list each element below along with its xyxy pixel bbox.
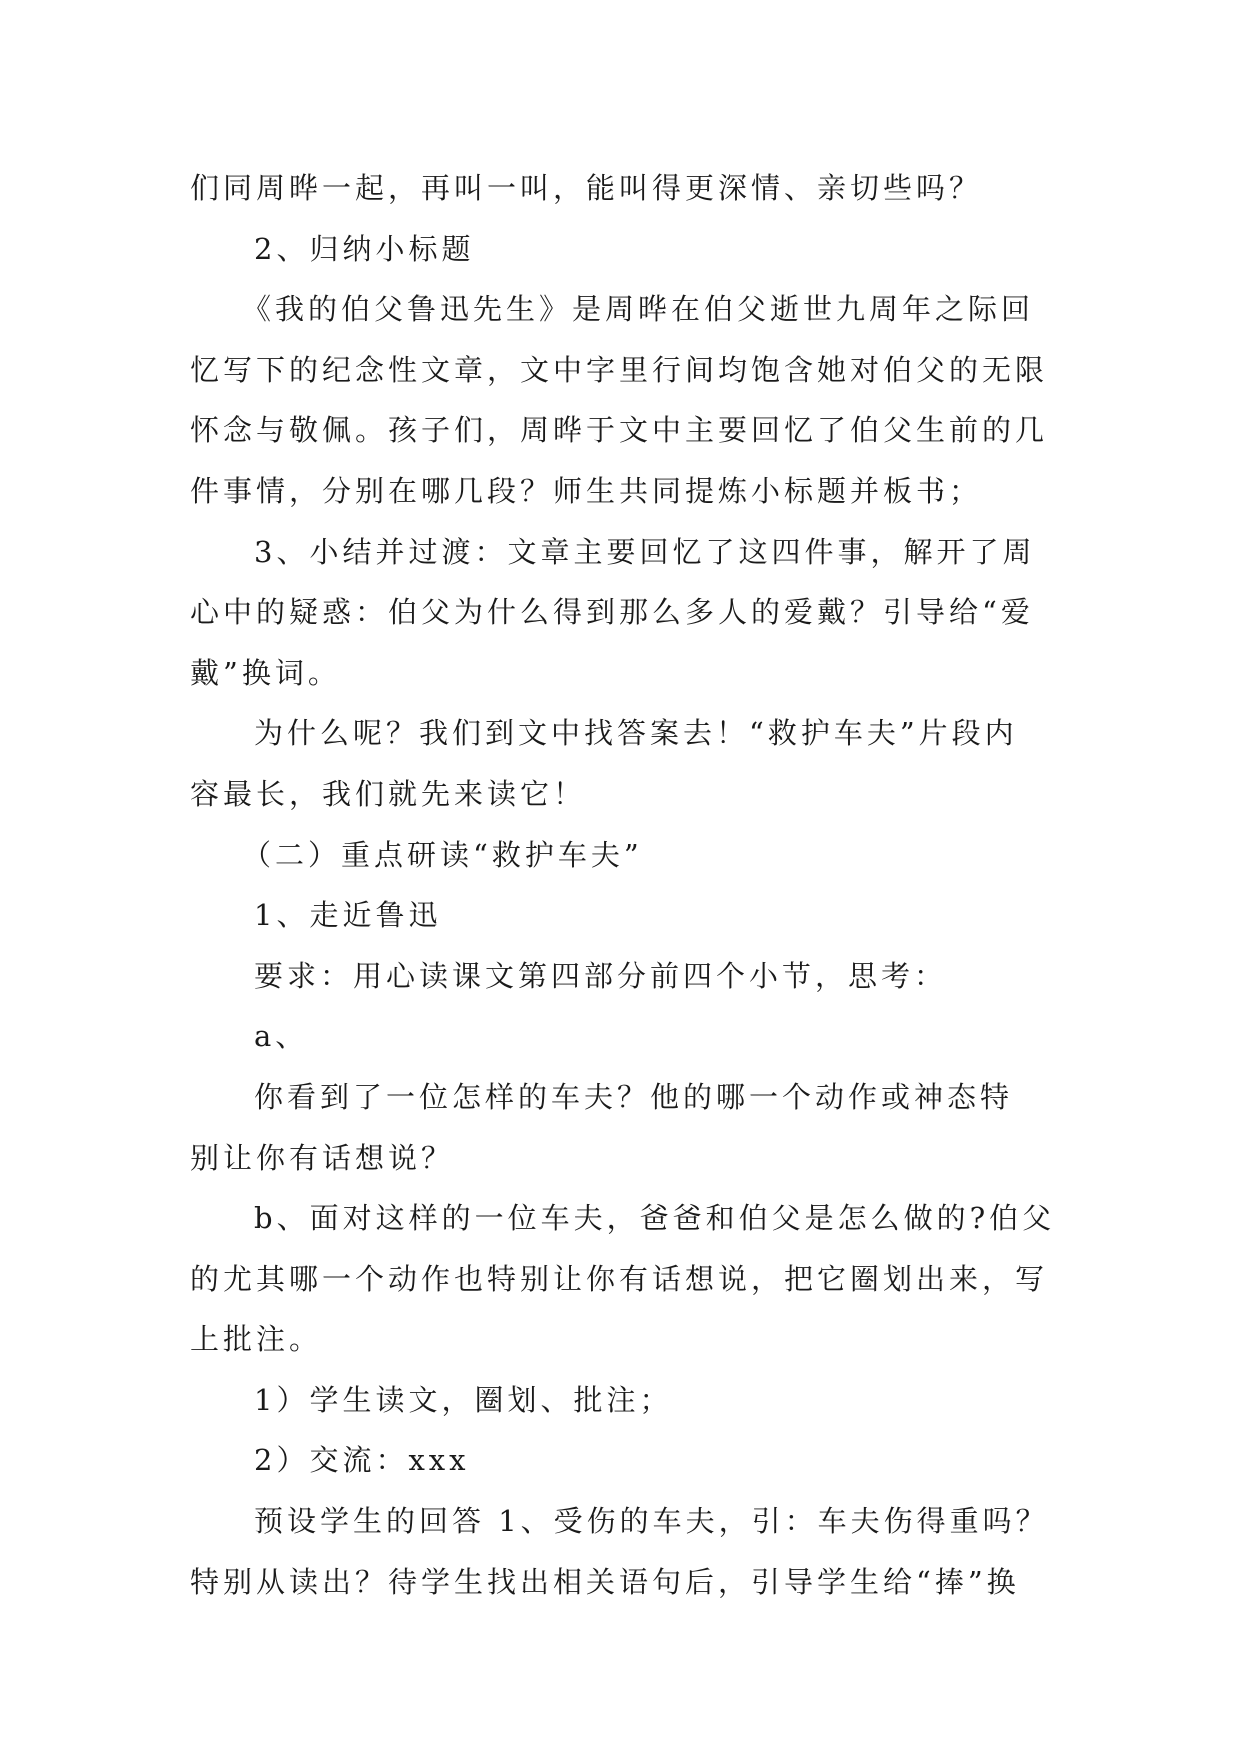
text-line: 件事情，分别在哪几段？师生共同提炼小标题并板书； <box>190 473 983 508</box>
text-line: 要求：用心读课文第四部分前四个小节，思考： <box>254 958 948 993</box>
text-line: 怀念与敬佩。孩子们，周晔于文中主要回忆了伯父生前的几 <box>190 413 1049 448</box>
text-line: 们同周晔一起，再叫一叫，能叫得更深情、亲切些吗？ <box>190 171 983 205</box>
text-line: 容最长，我们就先来读它！ <box>190 776 587 811</box>
text-line: 忆写下的纪念性文章，文中字里行间均饱含她对伯父的无限 <box>190 352 1049 387</box>
text-line: 别让你有话想说？ <box>190 1140 455 1175</box>
text-line: 的尤其哪一个动作也特别让你有话想说，把它圈划出来，写 <box>190 1261 1049 1296</box>
document-body <box>190 158 1056 1612</box>
text-line: 《我的伯父鲁迅先生》是周晔在伯父逝世九周年之际回 <box>242 292 1035 327</box>
text-line: 2）交流：xxx <box>254 1443 470 1478</box>
text-line: 心中的疑惑：伯父为什么得到那么多人的爱戴？引导给“爱 <box>190 595 1034 630</box>
text-line: 1）学生读文，圈划、批注； <box>254 1382 673 1417</box>
text-line: 上批注。 <box>190 1322 323 1357</box>
text-line: 你看到了一位怎样的车夫？他的哪一个动作或神态特 <box>254 1079 1014 1114</box>
text-line: 3、小结并过渡：文章主要回忆了这四件事，解开了周 <box>254 534 1036 569</box>
text-line: 1、走近鲁迅 <box>254 898 442 933</box>
text-line: （二）重点研读“救护车夫” <box>242 837 643 872</box>
text-line: 为什么呢？我们到文中找答案去！“救护车夫”片段内 <box>254 716 1018 751</box>
text-line: b、面对这样的一位车夫，爸爸和伯父是怎么做的?伯父 <box>254 1201 1056 1236</box>
text-line: 戴”换词。 <box>190 655 341 690</box>
text-line: 特别从读出？待学生找出相关语句后，引导学生给“捧”换 <box>190 1564 1020 1599</box>
text-line: 预设学生的回答 1、受伤的车夫，引：车夫伤得重吗？ <box>254 1504 1049 1539</box>
text-line: a、 <box>254 1019 309 1054</box>
text-line: 2、归纳小标题 <box>254 231 475 266</box>
